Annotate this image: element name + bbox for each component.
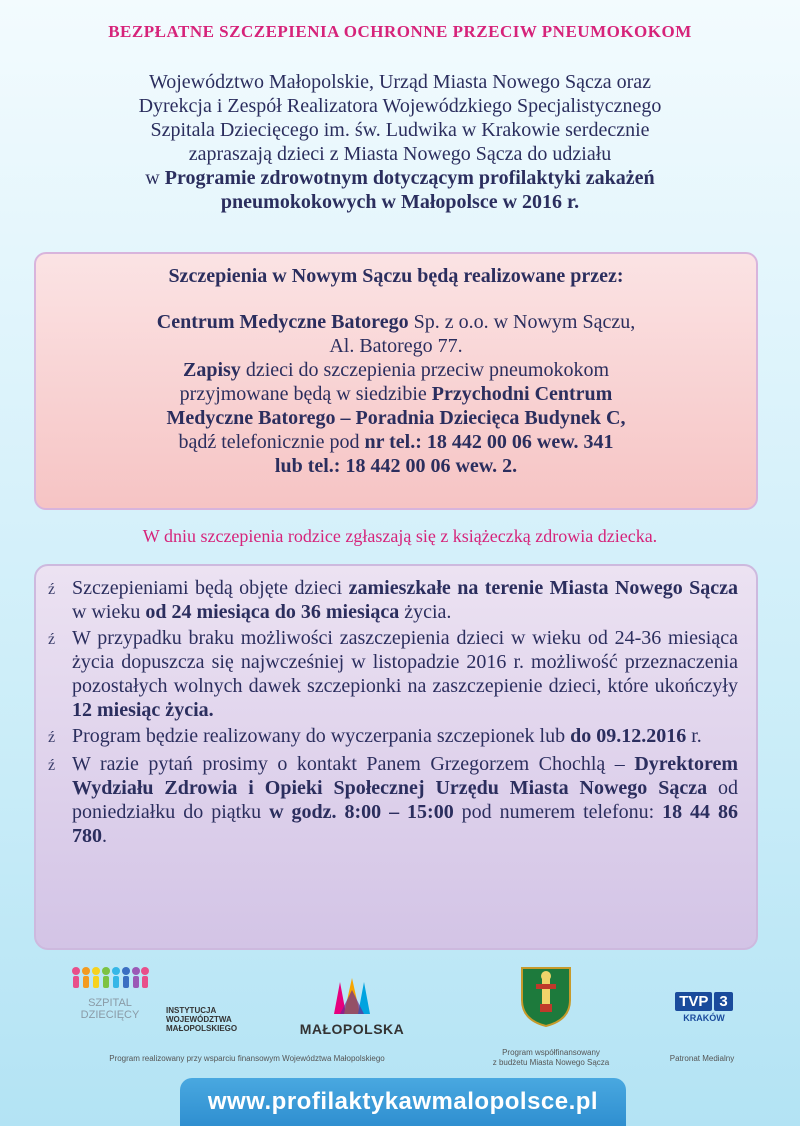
bold-text: 18 44 86 780 [72,801,739,847]
bold-text: w godz. 8:00 – 15:00 [269,801,454,823]
page-title: BEZPŁATNE SZCZEPIENIA OCHRONNE PRZECIW PNEUMOKOKOM [108,22,692,41]
intro-paragraph [40,70,760,214]
location-line [36,406,756,430]
bullet-text [72,752,738,848]
text: pod numerem telefonu: [453,801,663,823]
text: W razie pytań prosimy o kontakt Panem Grzegorzem Chochlą – [72,753,635,775]
address: Al. Batorego 77. [329,335,463,357]
szpital-label: DZIECIĘCY [80,1009,140,1021]
szpital-dzieciecy-logo [64,966,156,1021]
phone-number: lub tel.: 18 442 00 06 wew. 2. [274,455,518,477]
text: przyjmowane będą w siedzibie [179,383,432,405]
bold-text: do 09.12.2016 [570,725,687,747]
bullet-mark: ź [48,729,56,746]
phone-number: nr tel.: 18 442 00 06 wew. 341 [364,431,614,453]
text: . [102,825,107,847]
intro-text: w [145,167,165,189]
szpital-label: SZPITAL [88,997,132,1009]
program-details-box [34,564,758,950]
malopolska-m-icon [330,976,374,1016]
list-item [48,752,738,848]
clinic-name: Centrum Medyczne Batorego [156,311,409,333]
instytucja-logo [166,1006,237,1033]
text: Sp. z o.o. w Nowym Sączu, [408,311,636,333]
bullet-mark: ź [48,581,56,598]
text: r. [686,725,702,747]
enrollment-label: Zapisy [183,359,241,381]
bullet-text [72,626,738,722]
intro-line: Województwo Małopolskie, Urząd Miasta Nowego Sącza oraz [148,71,652,93]
program-name-cont: pneumokokowych w Małopolsce w 2016 r. [220,191,580,213]
instytucja-text: WOJEWÓDZTWA [166,1015,232,1024]
bold-text: Dyrektorem Wydziału Zdrowia i Opieki Społecznej Urzędu Miasta Nowego Sącza [72,753,738,799]
intro-line: Szpitala Dziecięcego im. św. Ludwika w Krakowie serdecznie [150,119,650,141]
krakow-label: KRAKÓW [683,1013,725,1023]
text: od poniedziałku do piątku [72,777,738,823]
text: W przypadku braku możliwości zaszczepienia dzieci w wieku od 24-36 miesiąca życia dopuszcza się najwcześniej w listopadzie 2016 r. możliwość przeznaczenia pozostałych wolnych dawek szczepionki na zaszczepienie dzieci, które ukończyły [72,627,738,697]
bullet-text [72,724,738,750]
bold-text: zamieszkałe na terenie Miasta Nowego Sącza [348,577,738,599]
bullet-text [72,576,738,624]
location-line [36,358,756,382]
bold-text: od 24 miesiąca do 36 miesiąca [145,601,400,623]
instytucja-text: MAŁOPOLSKIEGO [166,1024,238,1033]
list-item [48,724,738,750]
caption-funding: Program realizowany przy wsparciu finansowym Województwa Małopolskiego [109,1054,385,1063]
text: życia. [399,601,452,623]
website-link[interactable]: www.profilaktykawmalopolsce.pl [180,1078,626,1126]
intro-line: Dyrekcja i Zespół Realizatora Wojewódzkiego Specjalistycznego [138,95,662,117]
tvp3-logo [664,992,744,1023]
bullet-mark: ź [48,631,56,648]
clinic-name: Medyczne Batorego – Poradnia Dziecięca Budynek C, [166,407,626,429]
logos-row [0,960,800,1070]
clinic-name: Przychodni Centrum [431,383,613,405]
malopolska-logo [290,976,414,1037]
bold-text: 12 miesiąc życia. [72,699,214,721]
location-line [36,310,756,334]
malopolska-label: MAŁOPOLSKA [299,1021,405,1037]
text: dzieci do szczepienia przeciw pneumokokom [240,359,609,381]
location-header: Szczepienia w Nowym Sączu będą realizowane przez: [168,265,624,287]
list-item [48,626,738,722]
program-name: Programie zdrowotnym dotyczącym profilaktyki zakażeń [164,167,655,189]
children-figures-icon [70,966,150,992]
instytucja-text: INSTYTUCJA [166,1006,217,1015]
tvp-label: TVP [675,992,712,1011]
location-line [36,382,756,406]
location-line [36,454,756,478]
text: bądź telefonicznie pod [178,431,365,453]
bullet-mark: ź [48,757,56,774]
tvp-number: 3 [714,992,732,1011]
location-line [36,430,756,454]
coat-of-arms-icon [518,964,574,1028]
notice-text: W dniu szczepienia rodzice zgłaszają się z książeczką zdrowia dziecka. [142,526,658,546]
vaccination-location-box [34,252,758,510]
intro-line: zapraszają dzieci z Miasta Nowego Sącza do udziału [188,143,612,165]
text: Szczepieniami będą objęte dzieci [72,577,349,599]
text: Program będzie realizowany do wyczerpania szczepionek lub [72,725,571,747]
caption-media-patronage: Patronat Medialny [669,1054,735,1063]
intro-line [40,166,760,190]
caption-cofunding [470,1048,632,1068]
caption-line: Program współfinansowany [502,1048,600,1057]
nowy-sacz-coat-of-arms [518,964,574,1033]
list-item [48,576,738,624]
caption-line: z budżetu Miasta Nowego Sącza [492,1058,610,1067]
text: w wieku [72,601,146,623]
